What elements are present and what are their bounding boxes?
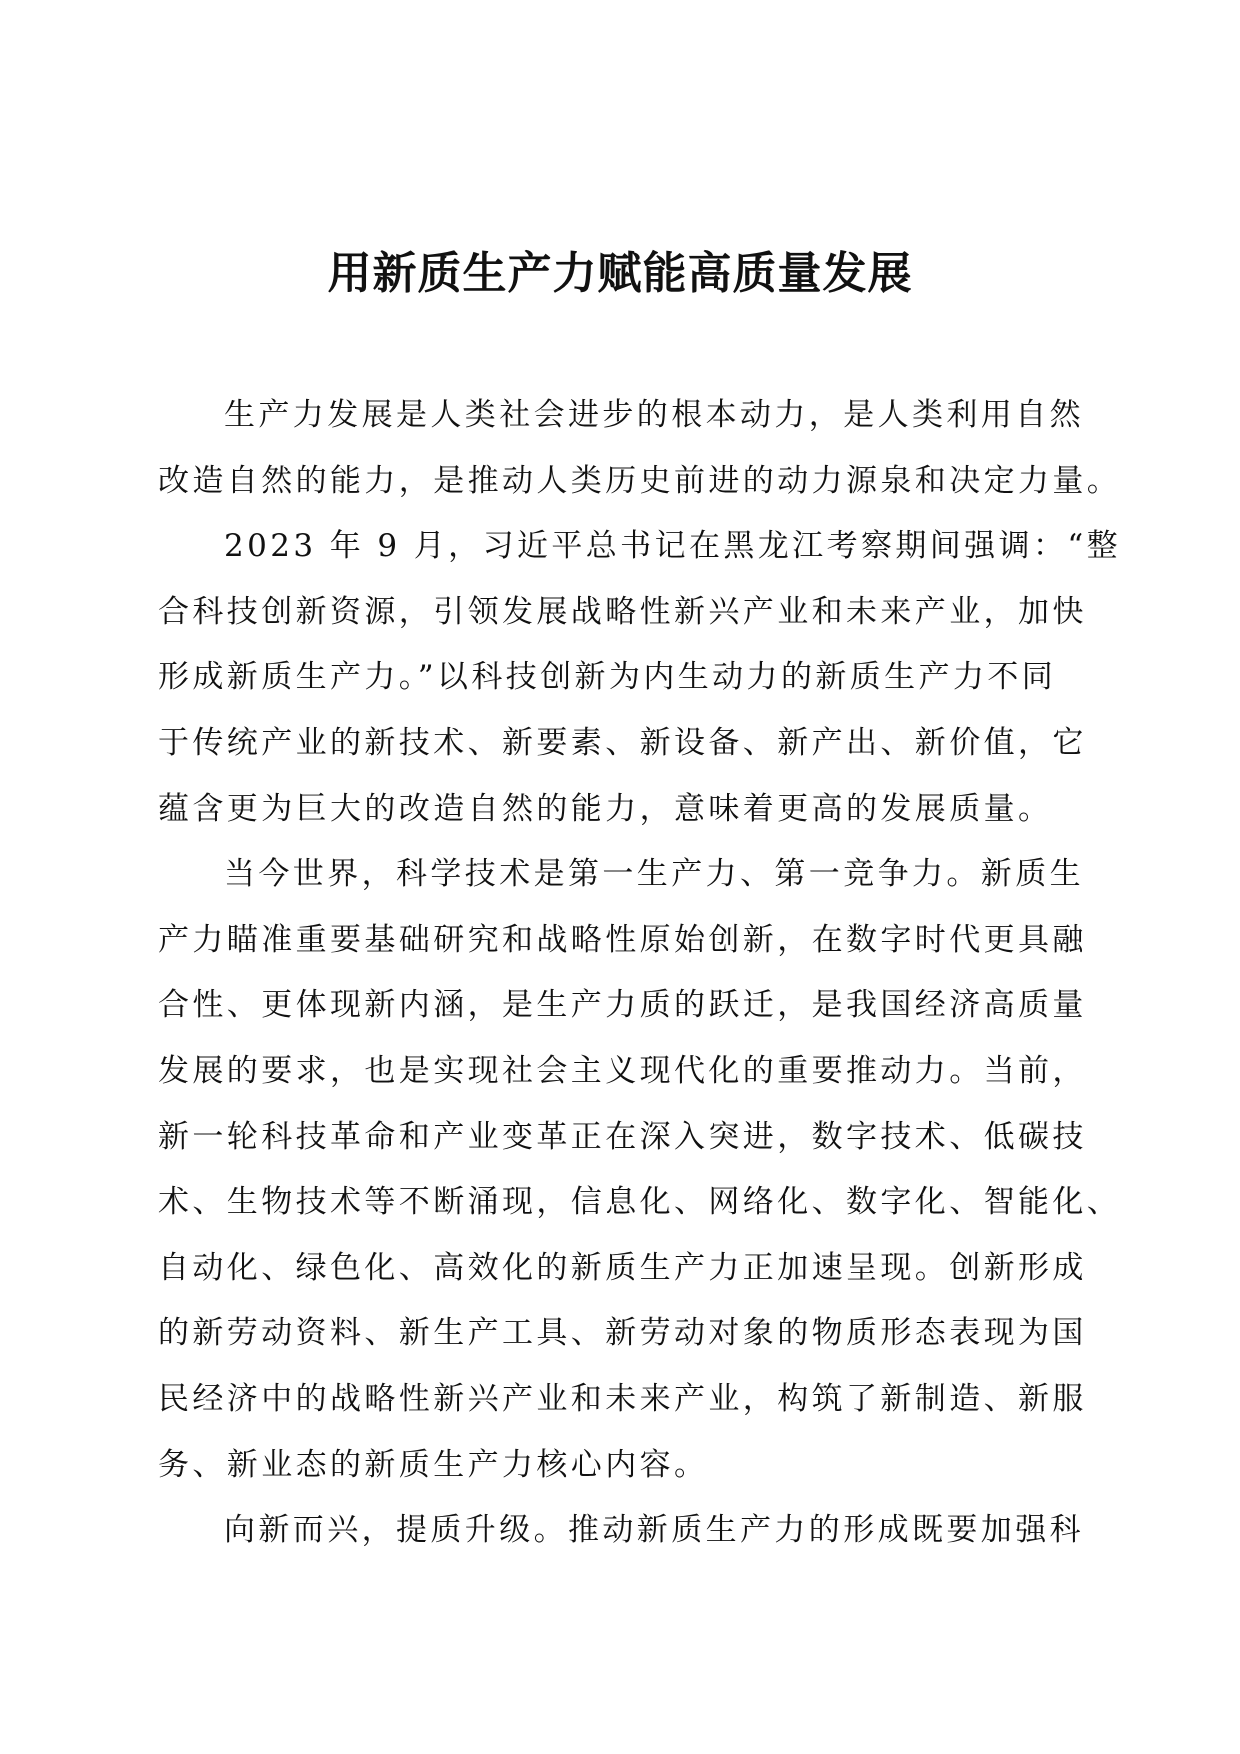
text-line: 生产力发展是人类社会进步的根本动力，是人类利用自然 [224, 397, 1084, 433]
paragraph-2 [158, 514, 1122, 842]
document-title: 用新质生产力赋能高质量发展 [327, 248, 913, 299]
text-line: 民经济中的战略性新兴产业和未来产业，构筑了新制造、新服 [158, 1380, 1087, 1417]
text-line: 2023 年 9 月，习近平总书记在黑龙江考察期间强调：“整 [224, 528, 1122, 565]
text-line: 于传统产业的新技术、新要素、新设备、新产出、新价值，它 [158, 724, 1087, 761]
text-line: 产力瞄准重要基础研究和战略性原始创新，在数字时代更具融 [158, 921, 1087, 958]
text-line: 发展的要求，也是实现社会主义现代化的重要推动力。当前， [158, 1052, 1087, 1089]
paragraph-1 [158, 383, 1122, 514]
text-line: 向新而兴，提质升级。推动新质生产力的形成既要加强科 [224, 1512, 1084, 1549]
document-body [158, 383, 1122, 1564]
paragraph-3 [158, 842, 1122, 1498]
text-line: 合科技创新资源，引领发展战略性新兴产业和未来产业，加快 [158, 593, 1087, 630]
paragraph-4 [158, 1498, 1098, 1564]
text-line: 自动化、绿色化、高效化的新质生产力正加速呈现。创新形成 [158, 1249, 1087, 1286]
text-line: 蕴含更为巨大的改造自然的能力，意味着更高的发展质量。 [158, 790, 1053, 827]
text-line: 合性、更体现新内涵，是生产力质的跃迁，是我国经济高质量 [158, 987, 1087, 1024]
text-line: 术、生物技术等不断涌现，信息化、网络化、数字化、智能化、 [158, 1184, 1122, 1221]
text-line: 务、新业态的新质生产力核心内容。 [158, 1446, 709, 1483]
text-line: 改造自然的能力，是推动人类历史前进的动力源泉和决定力量。 [158, 462, 1122, 499]
text-line: 形成新质生产力。”以科技创新为内生动力的新质生产力不同 [158, 659, 1057, 696]
text-line: 新一轮科技革命和产业变革正在深入突进，数字技术、低碳技 [158, 1118, 1087, 1155]
text-line: 的新劳动资料、新生产工具、新劳动对象的物质形态表现为国 [158, 1315, 1087, 1352]
text-line: 当今世界，科学技术是第一生产力、第一竞争力。新质生 [224, 856, 1084, 893]
